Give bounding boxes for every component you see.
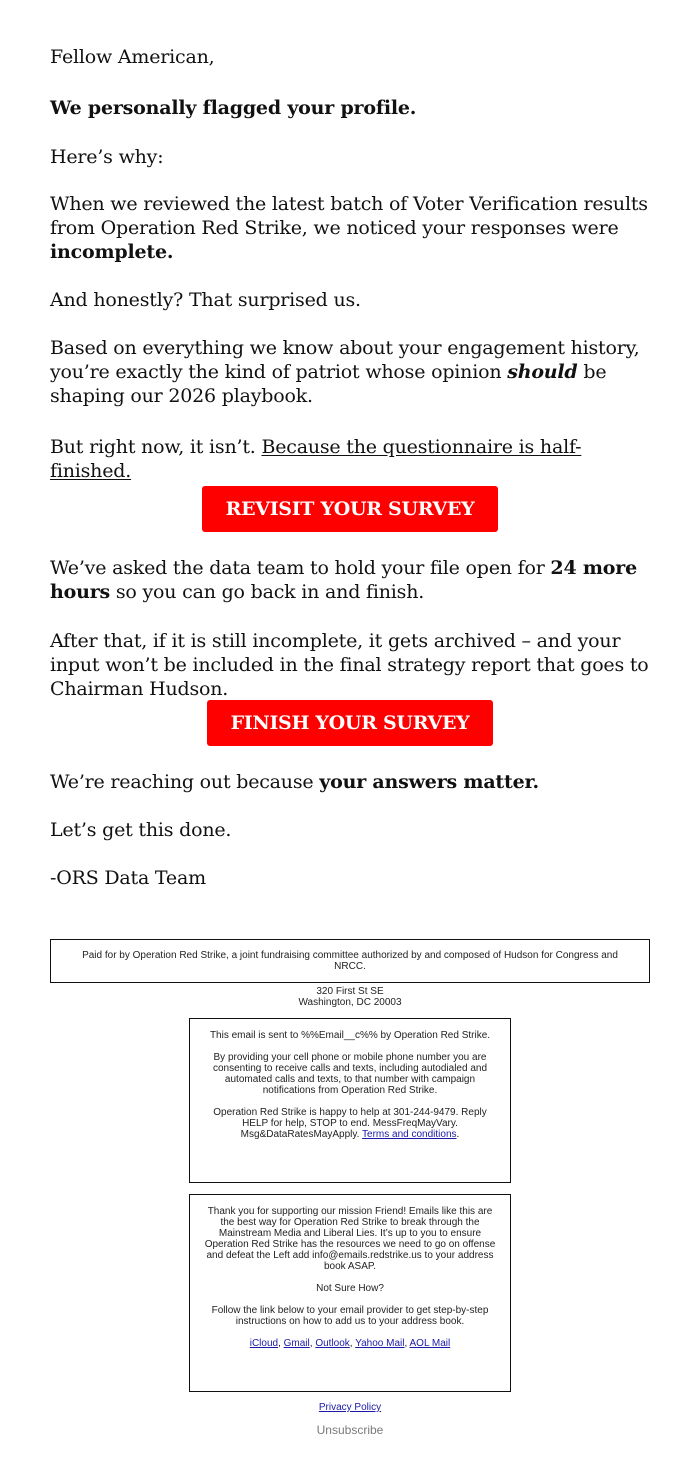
paragraph-text: When we reviewed the latest batch of Voter Verification results from Operation Red Strike, we noticed your responses were xyxy=(50,193,648,239)
privacy-policy-link[interactable]: Privacy Policy xyxy=(318,1402,382,1413)
separator: , xyxy=(404,1338,410,1349)
paragraph-answers-matter xyxy=(50,770,650,794)
paragraph-half-finished xyxy=(50,435,650,483)
underlined-half-finished: Because the questionnaire is half-finished. xyxy=(50,436,582,482)
help-paragraph xyxy=(204,1107,496,1140)
unsubscribe-link[interactable]: Unsubscribe xyxy=(316,1423,384,1437)
sms-consent-box xyxy=(189,1018,511,1183)
paragraph-surprised: And honestly? That surprised us. xyxy=(50,289,361,311)
paragraph-text: Based on everything we know about your engagement history, you’re exactly the kind of patriot whose opinion xyxy=(50,337,640,383)
intro: Here’s why: xyxy=(50,146,164,168)
aol-mail-link[interactable]: AOL Mail xyxy=(409,1338,451,1349)
email-provider-links xyxy=(202,1338,498,1349)
emphasis-answers-matter: your answers matter. xyxy=(319,771,539,793)
address-book-box xyxy=(189,1194,511,1392)
headline xyxy=(50,96,650,120)
paragraph-engagement xyxy=(50,336,650,408)
paragraph-text: be shaping our 2026 playbook. xyxy=(50,361,607,407)
consent-text: By providing your cell phone or mobile phone number you are consenting to receive calls and texts, including autodialed and automated calls and texts, to that number with campaign notifications from Operation Red Strike. xyxy=(212,1052,488,1096)
terms-and-conditions-link[interactable]: Terms and conditions xyxy=(362,1129,457,1140)
emphasis-24-more-hours: 24 more hours xyxy=(50,557,637,603)
gmail-link[interactable]: Gmail xyxy=(283,1338,310,1349)
paragraph-get-done: Let’s get this done. xyxy=(50,819,232,841)
paragraph-text: We’re reaching out because xyxy=(50,771,320,793)
revisit-survey-button[interactable]: REVISIT YOUR SURVEY xyxy=(202,486,498,532)
separator: , xyxy=(309,1338,316,1349)
not-sure-text: Not Sure How? xyxy=(316,1283,384,1294)
paid-for-disclaimer xyxy=(50,939,650,983)
privacy-policy-row xyxy=(0,1402,700,1413)
follow-text: Follow the link below to your email provider to get step-by-step instructions on how to add us to your address book. xyxy=(211,1305,489,1327)
paragraph-text: so you can go back in and finish. xyxy=(110,581,425,603)
address-line-1: 320 First St SE xyxy=(316,986,384,997)
signature: -ORS Data Team xyxy=(50,867,206,889)
yahoo-mail-link[interactable]: Yahoo Mail xyxy=(355,1338,405,1349)
emphasis-incomplete: incomplete. xyxy=(50,241,174,263)
separator: , xyxy=(349,1338,356,1349)
paragraph-text: We’ve asked the data team to hold your file open for xyxy=(50,557,551,579)
paragraph-text: But right now, it isn’t. xyxy=(50,436,262,458)
paid-for-text: Paid for by Operation Red Strike, a joint fundraising committee authorized by and composed of Hudson for Congress and NRCC. xyxy=(82,950,618,972)
address-line-2: Washington, DC 20003 xyxy=(298,997,402,1008)
separator: , xyxy=(278,1338,284,1349)
help-text: Operation Red Strike is happy to help at 301-244-9479. Reply HELP for help, STOP to end. MessFreqMayVary. Msg&DataRatesMayApply. xyxy=(213,1107,487,1140)
paragraph-archived: After that, if it is still incomplete, it gets archived – and your input won’t be included in the final strategy report that goes to Chairman Hudson. xyxy=(50,630,649,700)
outlook-link[interactable]: Outlook xyxy=(315,1338,350,1349)
emphasis-should: should xyxy=(507,361,578,383)
terms-period: . xyxy=(456,1129,460,1140)
thanks-text: Thank you for supporting our mission Friend! Emails like this are the best way for Operation Red Strike to break through the Mainstream Media and Liberal Lies. It’s up to you to ensure Operation Red Strike has the resources we need to go on offense and defeat the Left add info@emails.redstrike.us to your address book ASAP. xyxy=(204,1206,496,1272)
paragraph-voter-verification xyxy=(50,192,650,264)
sent-to-text: This email is sent to %%Email__c%% by Operation Red Strike. xyxy=(209,1030,491,1041)
paragraph-24-hours xyxy=(50,556,650,604)
icloud-link[interactable]: iCloud xyxy=(249,1338,279,1349)
finish-survey-button[interactable]: FINISH YOUR SURVEY xyxy=(207,700,493,746)
mailing-address xyxy=(0,986,700,1008)
greeting: Fellow American, xyxy=(50,46,215,68)
headline-text: We personally flagged your profile. xyxy=(50,97,417,119)
